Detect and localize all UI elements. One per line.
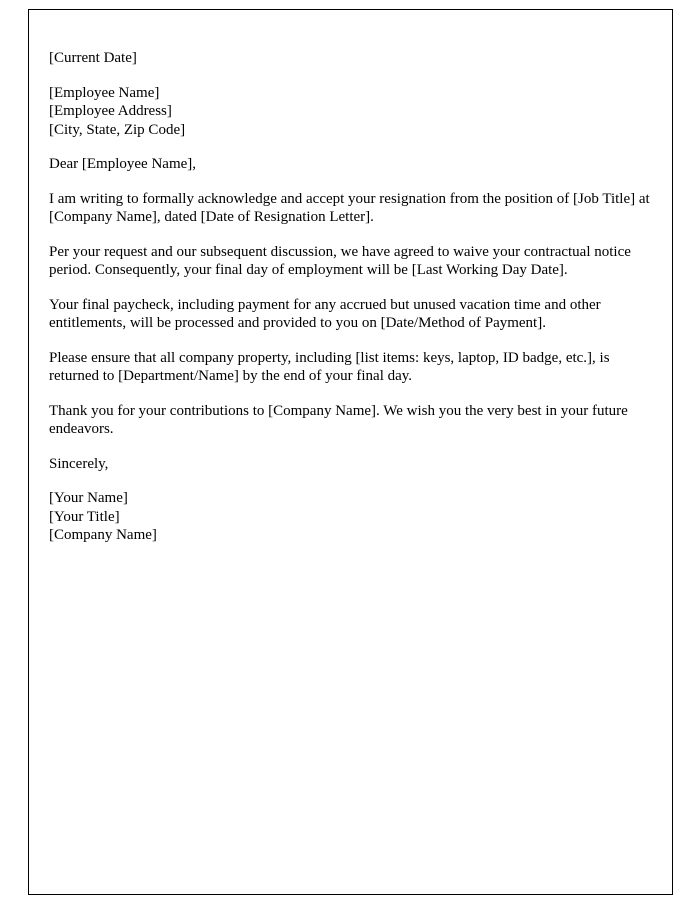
current-date-line: [Current Date] (49, 50, 137, 66)
date-block (49, 49, 650, 68)
recipient-name-line: [Employee Name] (49, 84, 160, 101)
body-paragraph-3 (49, 296, 650, 333)
paragraph-text: Per your request and our subsequent discussion, we have agreed to waive your contractual notice period. Consequently, your final day of employment will be [Last Working Day Date]. (49, 243, 631, 278)
signature-title-line: [Your Title] (49, 508, 120, 525)
recipient-city-state-zip-line: [City, State, Zip Code] (49, 121, 186, 138)
recipient-address-line: [Employee Address] (49, 103, 172, 119)
body-paragraph-5 (49, 402, 650, 439)
paragraph-text: Please ensure that all company property, including [list items: keys, laptop, ID badge, etc.], is returned to [Department/Name] by the end of your final day. (49, 349, 610, 384)
paragraph-text: Thank you for your contributions to [Company Name]. We wish you the very best in your future endeavors. (49, 402, 628, 437)
paragraph-text: I am writing to formally acknowledge and accept your resignation from the position of [Job Title] at [Company Name], dated [Date of Resignation Letter]. (49, 190, 650, 225)
body-paragraph-2 (49, 243, 650, 280)
salutation-block (49, 155, 650, 174)
body-paragraph-4 (49, 349, 650, 386)
paragraph-text: Your final paycheck, including payment for any accrued but unused vacation time and other entitlements, will be processed and provided to you on [Date/Method of Payment]. (49, 296, 601, 331)
signature-company-line: [Company Name] (49, 527, 157, 543)
closing-block (49, 455, 650, 474)
letter-border-frame (28, 9, 673, 895)
salutation-line: Dear [Employee Name], (49, 156, 197, 172)
closing-line: Sincerely, (49, 455, 109, 472)
recipient-address-block (49, 84, 650, 140)
signature-block (49, 489, 650, 545)
signature-name-line: [Your Name] (49, 490, 128, 506)
body-paragraph-1 (49, 190, 650, 227)
